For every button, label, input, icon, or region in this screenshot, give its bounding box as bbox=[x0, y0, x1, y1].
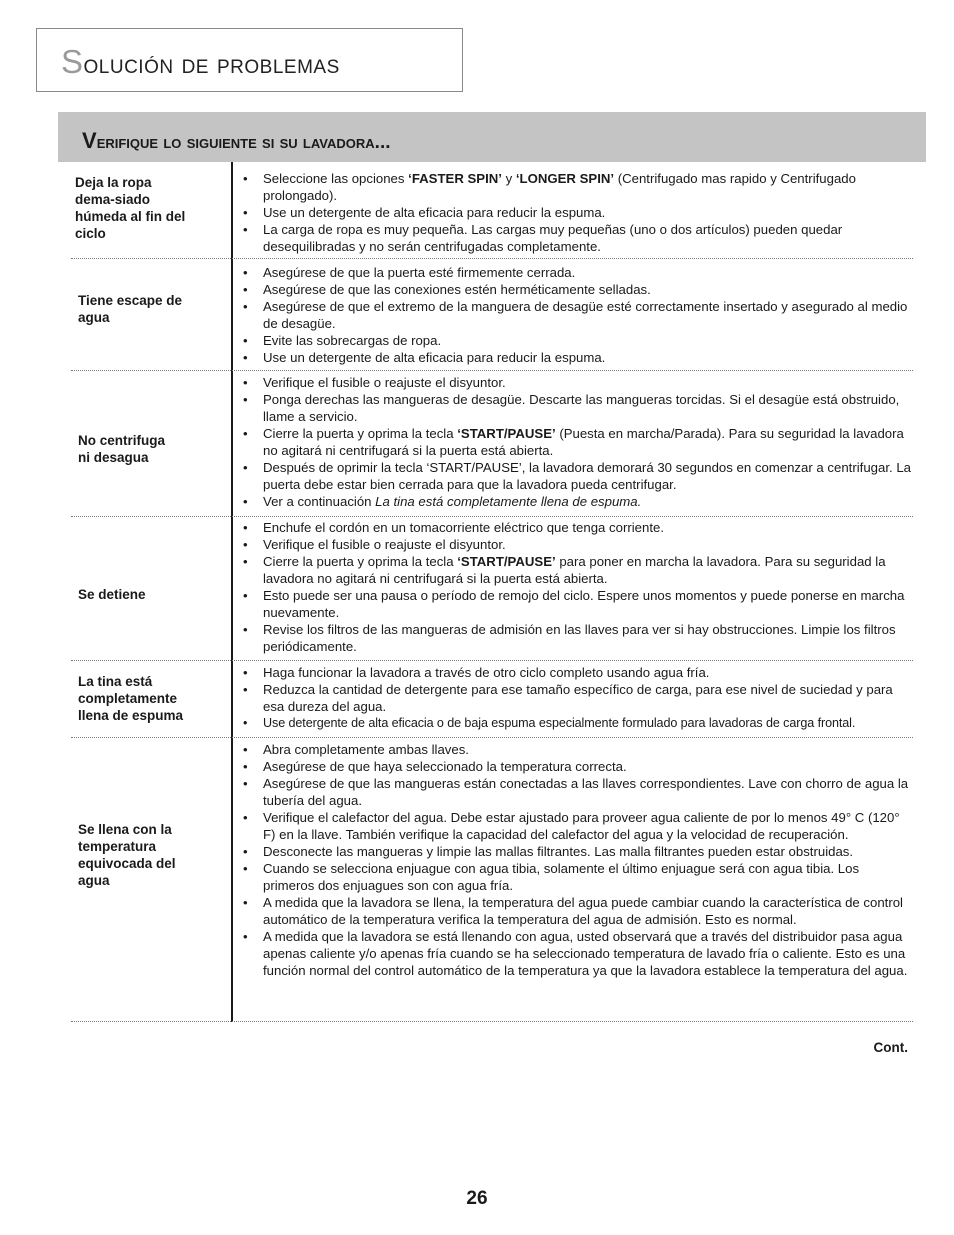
solution-item: • Verifique el fusible o reajuste el disyuntor. bbox=[243, 374, 911, 391]
row-separator bbox=[71, 1021, 913, 1022]
problem-label bbox=[78, 586, 228, 603]
problem-line: completamente bbox=[78, 691, 178, 706]
solution-list bbox=[243, 741, 911, 979]
solution-item: • Asegúrese de que las mangueras están conectadas a las llaves correspondientes. Lave con chorro de agua la tubería del agua. bbox=[243, 775, 911, 809]
continued-note: Cont. bbox=[873, 1040, 908, 1055]
solution-item: • Evite las sobrecargas de ropa. bbox=[243, 332, 911, 349]
solution-list bbox=[243, 264, 911, 366]
solution-item: • Verifique el calefactor del agua. Debe estar ajustado para proveer agua caliente de por lo menos 49° C (120° F) en la llave. También verifique la capacidad del calefactor del agua y la velocidad de recuperación. bbox=[243, 809, 911, 843]
problem-line: dema-siado bbox=[75, 192, 151, 207]
problem-line: agua bbox=[78, 873, 110, 888]
problem-label bbox=[75, 174, 225, 242]
solution-item: • Esto puede ser una pausa o período de remojo del ciclo. Espere unos momentos y puede ponerse en marcha nuevamente. bbox=[243, 587, 911, 621]
solution-item: • Reduzca la cantidad de detergente para ese tamaño específico de carga, para ese nivel de suciedad y para esa dureza del agua. bbox=[243, 681, 911, 715]
solution-item: • Asegúrese de que haya seleccionado la temperatura correcta. bbox=[243, 758, 911, 775]
solution-item: • Desconecte las mangueras y limpie las mallas filtrantes. Las malla filtrantes pueden estar obstruidas. bbox=[243, 843, 911, 860]
solution-list bbox=[243, 664, 911, 732]
solution-item: • Haga funcionar la lavadora a través de otro ciclo completo usando agua fría. bbox=[243, 664, 911, 681]
solution-list bbox=[243, 374, 911, 510]
row-separator bbox=[71, 737, 913, 738]
problem-line: Se llena con la bbox=[78, 822, 172, 837]
problem-line: ciclo bbox=[75, 226, 106, 241]
page-title-rest: olución de problemas bbox=[83, 49, 340, 79]
section-title bbox=[82, 128, 391, 154]
section-title-initial: V bbox=[82, 128, 97, 153]
problem-line: agua bbox=[78, 310, 110, 325]
solution-item: • Asegúrese de que las conexiones estén herméticamente selladas. bbox=[243, 281, 911, 298]
solution-item: • Abra completamente ambas llaves. bbox=[243, 741, 911, 758]
page-title-box bbox=[36, 28, 463, 92]
problem-line: La tina está bbox=[78, 674, 153, 689]
solution-item: • La carga de ropa es muy pequeña. Las cargas muy pequeñas (uno o dos artículos) pueden quedar desequilibradas y no serán centrifugadas completamente. bbox=[243, 221, 911, 255]
problem-label bbox=[78, 821, 228, 889]
solution-item: • Después de oprimir la tecla ‘START/PAUSE’, la lavadora demorará 30 segundos en comenzar a centrifugar. La puerta debe estar bien cerrada para que la lavadora pueda centrifugar. bbox=[243, 459, 911, 493]
solution-item: • Cierre la puerta y oprima la tecla ‘START/PAUSE’ (Puesta en marcha/Parada). Para su seguridad la lavadora no agitará ni centrifugará si la puerta está abierta. bbox=[243, 425, 911, 459]
solution-item: • Use detergente de alta eficacia o de baja espuma especialmente formulado para lavadoras de carga frontal. bbox=[243, 715, 911, 732]
solution-item: • Use un detergente de alta eficacia para reducir la espuma. bbox=[243, 204, 911, 221]
solution-list bbox=[243, 170, 911, 255]
solution-item: • Enchufe el cordón en un tomacorriente eléctrico que tenga corriente. bbox=[243, 519, 911, 536]
solution-item: • Cuando se selecciona enjuague con agua tibia, solamente el último enjuague será con agua tibia. Los primeros dos enjuagues son con agua fría. bbox=[243, 860, 911, 894]
row-separator bbox=[71, 370, 913, 371]
solution-item: • Seleccione las opciones ‘FASTER SPIN’ y ‘LONGER SPIN’ (Centrifugado mas rapido y Centrifugado prolongado). bbox=[243, 170, 911, 204]
section-header-bar bbox=[58, 112, 926, 162]
solution-item: • Asegúrese de que el extremo de la manguera de desagüe esté correctamente insertado y asegurado al medio de desagüe. bbox=[243, 298, 911, 332]
section-title-rest: erifique lo siguiente si su lavadora... bbox=[96, 132, 391, 153]
problem-label bbox=[78, 432, 228, 466]
solution-item: • A medida que la lavadora se está llenando con agua, usted observará que a través del distribuidor pasa agua apenas caliente y/o apenas fría cuando se ha seleccionado temperatura de lavado fría o caliente. Esto es una función normal del control automático de la temperatura ya que la lavadora establece la temperatura del agua. bbox=[243, 928, 911, 979]
problem-line: Se detiene bbox=[78, 587, 146, 602]
column-divider bbox=[231, 162, 233, 1022]
solution-item: • Ver a continuación La tina está completamente llena de espuma. bbox=[243, 493, 911, 510]
solution-item: • Cierre la puerta y oprima la tecla ‘START/PAUSE’ para poner en marcha la lavadora. Para su seguridad la lavadora no agitará ni centrifugará si la puerta está abierta. bbox=[243, 553, 911, 587]
solution-list bbox=[243, 519, 911, 655]
problem-line: llena de espuma bbox=[78, 708, 184, 723]
problem-line: No centrifuga bbox=[78, 433, 166, 448]
solution-item: • Verifique el fusible o reajuste el disyuntor. bbox=[243, 536, 911, 553]
problem-label bbox=[78, 673, 228, 724]
row-separator bbox=[71, 660, 913, 661]
problem-line: temperatura bbox=[78, 839, 157, 854]
problem-label bbox=[78, 292, 228, 326]
solution-item: • A medida que la lavadora se llena, la temperatura del agua puede cambiar cuando la característica de control automático de la temperatura verifica la temperatura del agua de admisión. Esto es normal. bbox=[243, 894, 911, 928]
page-title bbox=[61, 43, 340, 81]
solution-item: • Asegúrese de que la puerta esté firmemente cerrada. bbox=[243, 264, 911, 281]
row-separator bbox=[71, 258, 913, 259]
row-separator bbox=[71, 516, 913, 517]
problem-line: Deja la ropa bbox=[75, 175, 152, 190]
page-number: 26 bbox=[466, 1188, 488, 1209]
solution-item: • Use un detergente de alta eficacia para reducir la espuma. bbox=[243, 349, 911, 366]
problem-line: equivocada del bbox=[78, 856, 176, 871]
page-title-initial: S bbox=[61, 43, 84, 80]
solution-item: • Revise los filtros de las mangueras de admisión en las llaves para ver si hay obstrucciones. Limpie los filtros periódicamente. bbox=[243, 621, 911, 655]
problem-line: ni desagua bbox=[78, 450, 149, 465]
solution-item: • Ponga derechas las mangueras de desagüe. Descarte las mangueras torcidas. Si el desagüe está obstruido, llame a servicio. bbox=[243, 391, 911, 425]
problem-line: húmeda al fin del bbox=[75, 209, 186, 224]
problem-line: Tiene escape de bbox=[78, 293, 183, 308]
